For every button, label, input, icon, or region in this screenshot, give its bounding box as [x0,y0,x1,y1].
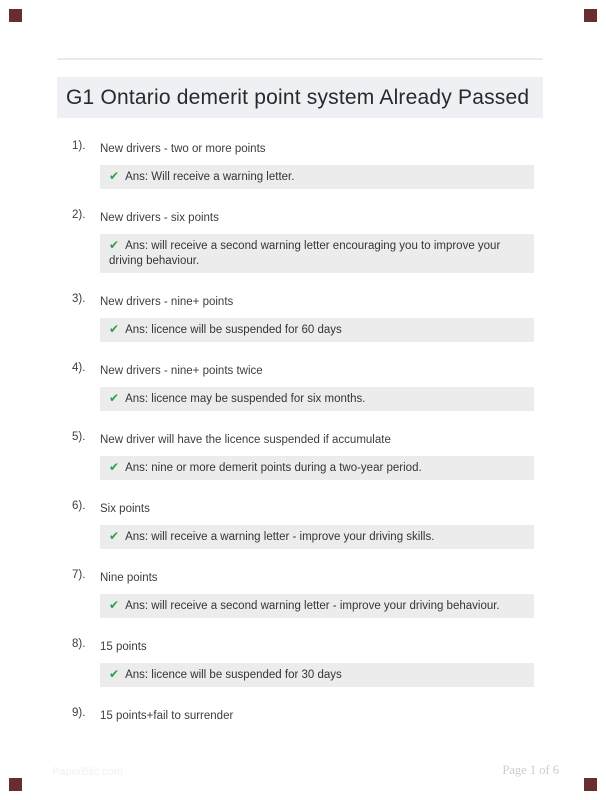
answer-box [100,456,534,480]
check-icon: ✔ [109,238,120,252]
qa-item [72,364,536,411]
check-icon: ✔ [109,667,120,681]
question-row [72,211,536,225]
question-text: Six points [100,503,150,515]
qa-item [72,571,536,618]
question-number: 8). [72,638,86,650]
check-icon: ✔ [109,322,120,336]
answer-text: Ans: nine or more demerit points during a two-year period. [125,462,422,474]
question-text: New drivers - two or more points [100,143,266,155]
answer-box [100,318,534,342]
answer-box [100,594,534,618]
question-text: New drivers - nine+ points [100,296,234,308]
question-number: 2). [72,209,86,221]
question-number: 9). [72,707,86,719]
site-watermark: PaperBlic.com [52,766,123,778]
question-number: 4). [72,362,86,374]
corner-marker-top-left [9,9,22,22]
qa-item [72,433,536,480]
corner-marker-top-right [584,9,597,22]
check-icon: ✔ [109,529,120,543]
question-number: 7). [72,569,86,581]
check-icon: ✔ [109,460,120,474]
check-icon: ✔ [109,169,120,183]
corner-marker-bottom-right [584,778,597,791]
answer-text: Ans: Will receive a warning letter. [125,171,295,183]
question-text: New drivers - nine+ points twice [100,365,263,377]
answer-box [100,165,534,189]
question-row [72,571,536,585]
question-number: 5). [72,431,86,443]
title-banner [57,77,543,118]
qa-list [72,142,536,745]
question-row [72,502,536,516]
answer-box [100,525,534,549]
question-text: New drivers - six points [100,212,219,224]
qa-item [72,295,536,342]
answer-box [100,234,534,273]
qa-item [72,142,536,189]
check-icon: ✔ [109,391,120,405]
answer-text: Ans: licence will be suspended for 60 days [125,324,342,336]
question-row [72,142,536,156]
question-number: 1). [72,140,86,152]
question-number: 3). [72,293,86,305]
question-text: 15 points+fail to surrender [100,710,234,722]
answer-text: Ans: licence will be suspended for 30 days [125,669,342,681]
check-icon: ✔ [109,598,120,612]
question-text: Nine points [100,572,158,584]
question-row [72,640,536,654]
qa-item [72,211,536,273]
answer-text: Ans: licence may be suspended for six months. [125,393,366,405]
question-row [72,433,536,447]
question-row [72,295,536,309]
answer-text: Ans: will receive a second warning letter - improve your driving behaviour. [125,600,500,612]
page-title: G1 Ontario demerit point system Already Passed [66,85,530,109]
question-text: 15 points [100,641,147,653]
qa-item [72,640,536,687]
header-divider [57,58,543,60]
question-row [72,364,536,378]
corner-marker-bottom-left [9,778,22,791]
page-indicator: Page 1 of 6 [502,763,559,777]
question-text: New driver will have the licence suspended if accumulate [100,434,391,446]
qa-item [72,502,536,549]
question-row [72,709,536,723]
answer-text: Ans: will receive a warning letter - improve your driving skills. [125,531,435,543]
question-number: 6). [72,500,86,512]
qa-item [72,709,536,723]
answer-text: Ans: will receive a second warning letter encouraging you to improve your driving behaviour. [109,240,501,267]
answer-box [100,387,534,411]
answer-box [100,663,534,687]
